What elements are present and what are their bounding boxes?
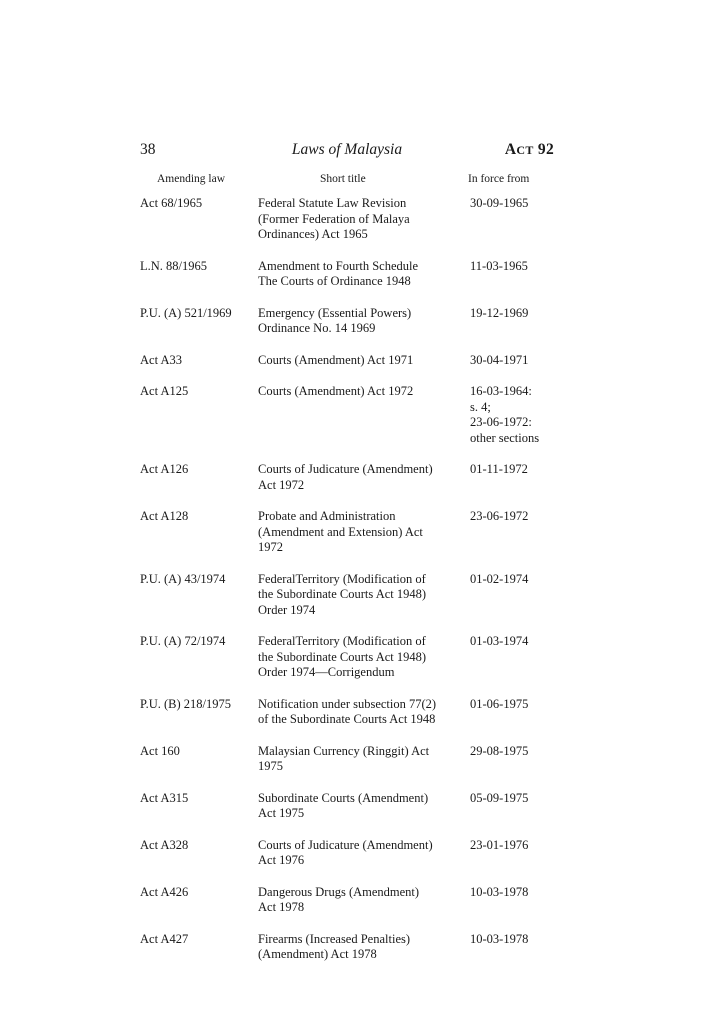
page-number: 38 [140,141,156,158]
table-row [140,196,554,243]
in-force-line: 29-08-1975 [470,743,529,758]
amending-law-cell: Act A128 [140,509,189,523]
short-title-line: Ordinance No. 14 1969 [258,321,376,335]
column-header-in-force-from: In force from [468,173,530,185]
table-row [140,259,554,290]
in-force-line: 10-03-1978 [470,931,529,946]
amending-law-cell: L.N. 88/1965 [140,258,208,273]
act-label [505,141,554,159]
short-title-line: (Former Federation of Malaya [258,211,410,226]
short-title-line: Notification under subsection 77(2) [258,696,437,711]
short-title-cell [258,196,460,243]
in-force-line: 16-03-1964: [470,384,532,398]
in-force-line: s. 4; [470,399,491,414]
act-prefix: A [504,141,517,158]
in-force-line: 23-06-1972 [470,509,529,523]
short-title-line: (Amendment and Extension) Act [258,524,423,539]
in-force-cell [470,885,528,901]
short-title-line: Courts of Judicature (Amendment) [258,462,433,476]
short-title-cell [258,384,460,400]
in-force-cell [470,634,528,650]
table-row [140,572,554,619]
amending-law-cell: Act 68/1965 [140,196,203,210]
table-row [140,634,554,681]
short-title-cell [258,509,460,556]
table-row [140,932,554,963]
short-title-line: Act 1976 [258,853,305,867]
amending-law-cell: P.U. (A) 521/1969 [140,305,232,320]
short-title-cell [258,306,460,337]
amending-law-cell: Act A426 [140,884,189,899]
short-title-cell [258,791,460,822]
short-title-line: Order 1974—Corrigendum [258,665,395,679]
amending-law-cell: Act A125 [140,384,189,398]
table-row [140,697,554,728]
book-title: Laws of Malaysia [291,141,403,158]
in-force-line: 11-03-1965 [470,258,528,273]
short-title-cell [258,353,460,369]
table-row [140,838,554,869]
short-title-line: Firearms (Increased Penalties) [258,931,411,946]
short-title-line: of the Subordinate Courts Act 1948 [258,712,436,726]
in-force-cell [470,838,528,854]
short-title-cell [258,838,460,869]
short-title-line: Courts of Judicature (Amendment) [258,837,433,852]
in-force-cell [470,572,528,588]
short-title-line: Act 1975 [258,806,305,820]
in-force-line: 19-12-1969 [470,305,529,320]
amending-law-cell: Act A427 [140,931,189,946]
in-force-line: 10-03-1978 [470,884,529,899]
in-force-line: 01-06-1975 [470,696,529,711]
in-force-line: 05-09-1975 [470,790,529,805]
table-row [140,885,554,916]
amending-law-cell: Act A315 [140,790,189,805]
short-title-cell [258,885,460,916]
in-force-line: 23-01-1976 [470,837,529,852]
amending-law-cell: Act A126 [140,462,189,476]
short-title-line: FederalTerritory (Modification of [258,634,426,648]
table-row [140,744,554,775]
in-force-cell [470,744,528,760]
act-small-caps: CT [516,143,534,157]
document-page [140,0,554,1031]
short-title-line: the Subordinate Courts Act 1948) [258,587,427,601]
table-row [140,353,554,369]
short-title-line: Ordinances) Act 1965 [258,227,368,241]
in-force-cell [470,932,528,948]
short-title-line: The Courts of Ordinance 1948 [258,274,411,288]
short-title-line: Act 1972 [258,477,305,492]
short-title-line: Dangerous Drugs (Amendment) [258,884,420,899]
short-title-line: FederalTerritory (Modification of [258,571,426,586]
in-force-cell [470,353,528,369]
in-force-cell [470,384,539,446]
short-title-line: Malaysian Currency (Ringgit) Act [258,743,430,758]
in-force-line: 30-09-1965 [470,196,529,210]
amending-law-cell: Act 160 [140,743,180,758]
amending-law-cell: P.U. (A) 43/1974 [140,571,226,586]
in-force-cell [470,306,528,322]
amending-law-cell: Act A328 [140,837,189,852]
column-headers [140,173,554,189]
short-title-cell [258,572,460,619]
in-force-line: other sections [470,430,540,445]
in-force-line: 30-04-1971 [470,352,529,367]
short-title-cell [258,462,460,493]
short-title-line: 1972 [258,540,283,554]
in-force-cell [470,791,528,807]
in-force-line: 01-11-1972 [470,462,528,476]
short-title-cell [258,697,460,728]
table-row [140,509,554,556]
short-title-line: Emergency (Essential Powers) [258,305,412,320]
in-force-line: 01-03-1974 [470,634,529,648]
short-title-line: Subordinate Courts (Amendment) [258,790,429,805]
in-force-line: 23-06-1972: [470,415,532,429]
in-force-cell [470,259,528,275]
short-title-line: Federal Statute Law Revision [258,196,407,210]
column-header-amending-law: Amending law [157,173,226,185]
short-title-line: the Subordinate Courts Act 1948) [258,649,427,664]
short-title-line: 1975 [258,759,283,773]
in-force-line: 01-02-1974 [470,571,529,586]
short-title-line: (Amendment) Act 1978 [258,947,377,961]
short-title-cell [258,744,460,775]
short-title-line: Act 1978 [258,900,305,914]
table-row [140,384,554,446]
column-header-short-title: Short title [320,173,366,185]
amending-law-cell: P.U. (A) 72/1974 [140,634,226,648]
running-head [140,141,554,163]
table-row [140,791,554,822]
in-force-cell [470,697,528,713]
amendments-table [140,196,554,979]
amending-law-cell: P.U. (B) 218/1975 [140,696,231,711]
short-title-line: Probate and Administration [258,509,396,523]
table-row [140,306,554,337]
short-title-line: Courts (Amendment) Act 1971 [258,352,414,367]
in-force-cell [470,196,528,212]
in-force-cell [470,462,528,478]
short-title-line: Order 1974 [258,602,316,617]
in-force-cell [470,509,528,525]
short-title-line: Courts (Amendment) Act 1972 [258,384,414,398]
short-title-cell [258,932,460,963]
short-title-cell [258,634,460,681]
short-title-cell [258,259,460,290]
short-title-line: Amendment to Fourth Schedule [258,258,419,273]
amending-law-cell: Act A33 [140,352,183,367]
act-number: 92 [537,141,554,158]
table-row [140,462,554,493]
